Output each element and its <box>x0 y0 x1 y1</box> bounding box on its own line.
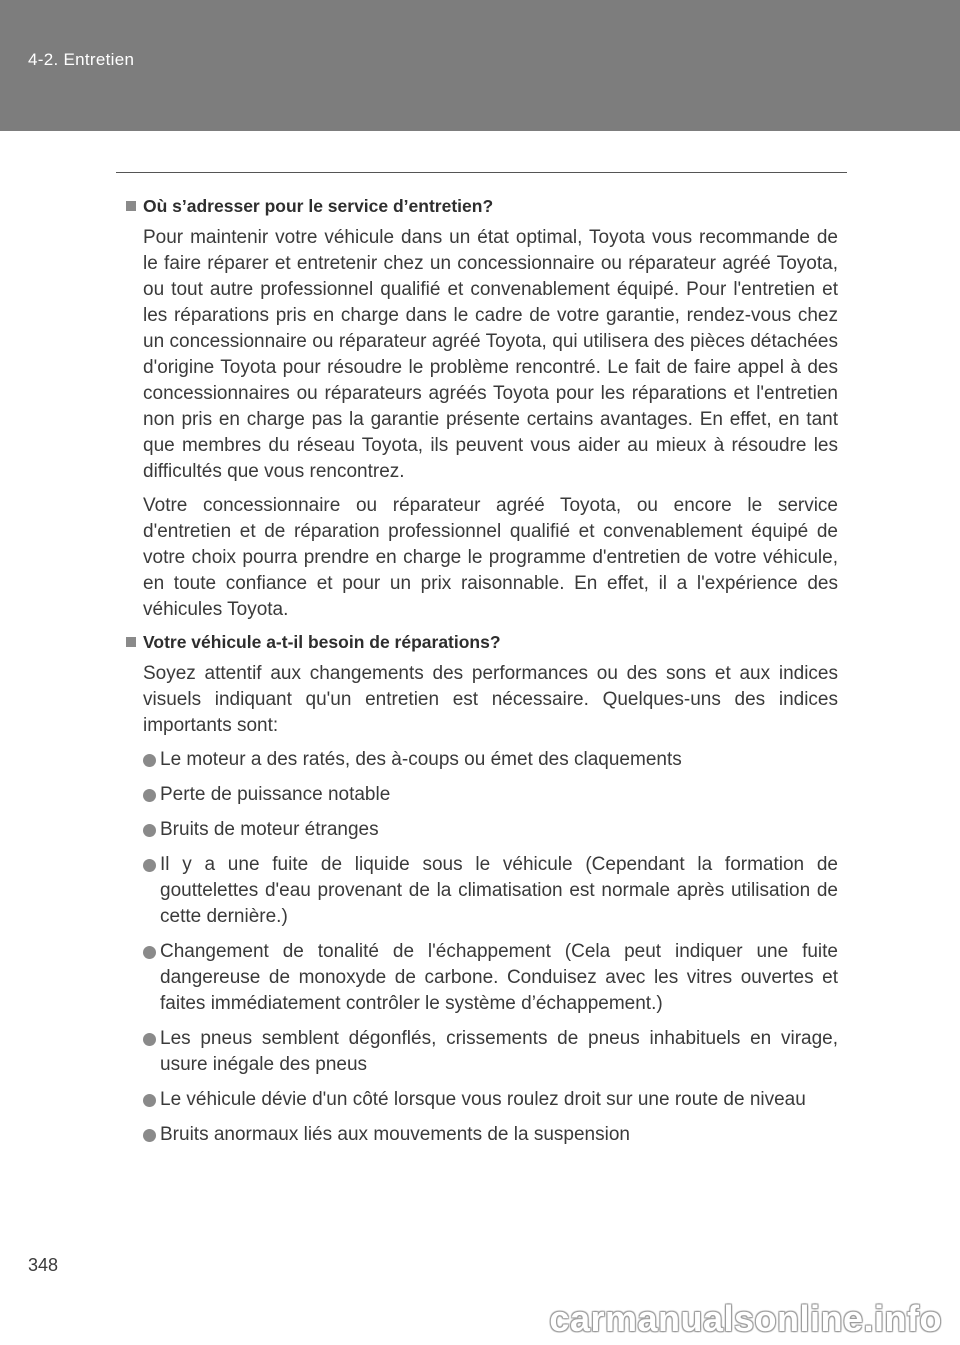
paragraph: Pour maintenir votre véhicule dans un état optimal, Toyota vous recommande de le faire réparer et entretenir chez un concessionnaire ou réparateur agréé Toyota, ou tout autre professionnel qualifié et convenablement équipé. Pour l'entretien et les réparations pris en charge dans le cadre de votre garantie, rendez-vous chez un concessionnaire ou réparateur agréé Toyota, qui utilisera des pièces détachées d'origine Toyota pour résoudre le problème rencontré. Le fait de faire appel à des concessionnaires ou réparateurs agréés Toyota pour les réparations et l'entretien non pris en charge pas la garantie présente certains avantages. En effet, en tant que membres du réseau Toyota, ils peuvent vous aider au mieux à résoudre les difficultés que vous rencontrez. <box>143 227 838 482</box>
section-heading <box>126 193 838 219</box>
list-item <box>143 747 838 773</box>
watermark <box>0 1296 960 1345</box>
list-item <box>143 817 838 843</box>
page-number: 348 <box>28 1255 59 1275</box>
list-item-text: Le véhicule dévie d'un côté lorsque vous roulez droit sur une route de niveau <box>160 1089 806 1110</box>
paragraph: Votre concessionnaire ou réparateur agréé Toyota, ou encore le service d'entretien et de réparation professionnel qualifié et convenablement équipé de votre choix pourra prendre en charge le programme d'entretien de votre véhicule, en toute confiance et pour un prix raisonnable. En effet, il a l'expérience des véhicules Toyota. <box>143 495 838 620</box>
paragraph: Soyez attentif aux changements des performances ou des sons et aux indices visuels indiquant qu'un entretien est nécessaire. Quelques-uns des indices importants sont: <box>143 663 838 736</box>
list-item <box>143 1087 838 1113</box>
square-bullet-icon <box>126 637 136 647</box>
section-heading <box>126 629 838 655</box>
list-item-text: Bruits de moteur étranges <box>160 819 379 840</box>
square-bullet-icon <box>126 201 136 211</box>
list-item <box>143 1026 838 1078</box>
symptom-list <box>143 747 838 1148</box>
list-item <box>143 939 838 1017</box>
list-item <box>143 782 838 808</box>
round-bullet-icon <box>143 946 156 959</box>
watermark-text: carmanualsonline.info <box>549 1298 942 1339</box>
round-bullet-icon <box>143 789 156 802</box>
section-service <box>126 193 838 623</box>
round-bullet-icon <box>143 1033 156 1046</box>
round-bullet-icon <box>143 859 156 872</box>
list-item-text: Il y a une fuite de liquide sous le véhicule (Cependant la formation de gouttelettes d'eau provenant de la climatisation est normale après utilisation de cette dernière.) <box>160 854 838 927</box>
section-title: 4-2. Entretien <box>28 50 135 69</box>
list-item-text: Le moteur a des ratés, des à-coups ou émet des claquements <box>160 749 682 770</box>
divider <box>116 172 847 173</box>
round-bullet-icon <box>143 824 156 837</box>
list-item-text: Bruits anormaux liés aux mouvements de la suspension <box>160 1124 630 1145</box>
round-bullet-icon <box>143 754 156 767</box>
list-item-text: Les pneus semblent dégonflés, crissements de pneus inhabituels en virage, usure inégale des pneus <box>160 1028 838 1075</box>
list-item-text: Changement de tonalité de l'échappement (Cela peut indiquer une fuite dangereuse de monoxyde de carbone. Conduisez avec les vitres ouvertes et faites immédiatement contrôler le système d’échappement.) <box>160 941 838 1014</box>
list-item <box>143 852 838 930</box>
section-heading-text: Votre véhicule a-t-il besoin de réparations? <box>143 632 501 652</box>
page-header <box>0 0 960 131</box>
round-bullet-icon <box>143 1094 156 1107</box>
list-item <box>143 1122 838 1148</box>
section-heading-text: Où s’adresser pour le service d’entretien? <box>143 196 494 216</box>
section-repairs <box>126 629 838 1148</box>
round-bullet-icon <box>143 1129 156 1142</box>
list-item-text: Perte de puissance notable <box>160 784 391 805</box>
page-content <box>126 193 838 1157</box>
